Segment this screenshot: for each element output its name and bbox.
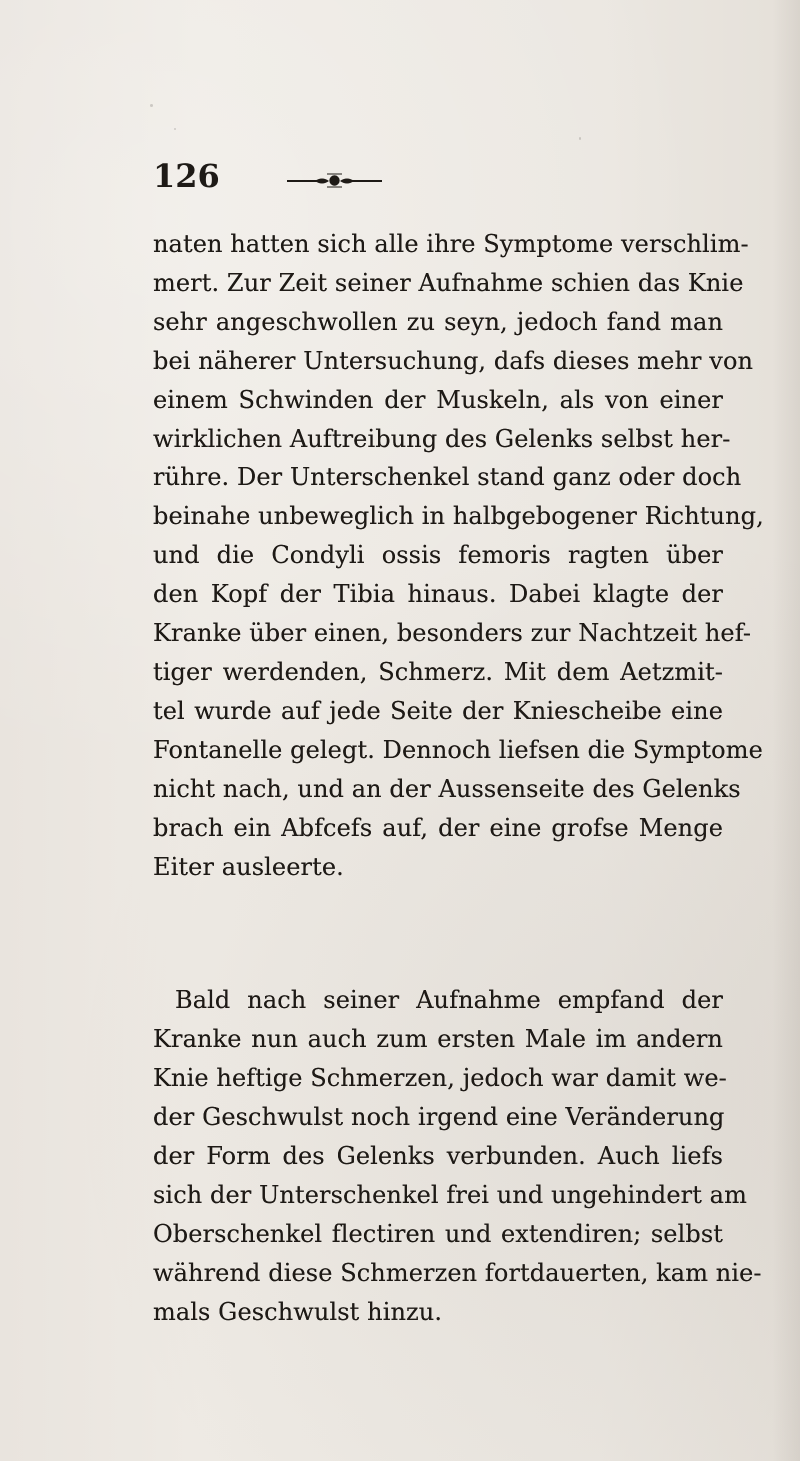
printer-ornament-icon (287, 171, 382, 189)
text-line: Oberschenkel flectiren und extendiren; selbst (153, 1219, 723, 1248)
text-line: tel wurde auf jede Seite der Kniescheibe eine (153, 696, 723, 725)
paragraph-first (153, 225, 764, 886)
text-line: der Geschwulst noch irgend eine Veränderung (153, 1103, 725, 1132)
text-line: während diese Schmerzen fortdauerten, kam nie- (153, 1258, 762, 1287)
text-line: sehr angeschwollen zu seyn, jedoch fand man (153, 307, 723, 336)
paper-speck (150, 104, 153, 107)
paragraph-gap (153, 886, 723, 981)
page-edge-shadow (772, 0, 800, 1461)
text-line: nicht nach, und an der Aussenseite des Gelenks (153, 774, 741, 803)
text-line: sich der Unterschenkel frei und ungehindert am (153, 1180, 747, 1209)
text-line: Eiter ausleerte. (153, 852, 344, 881)
text-line: einem Schwinden der Muskeln, als von einer (153, 385, 723, 414)
text-line: Kranke nun auch zum ersten Male im andern (153, 1025, 723, 1054)
text-line: wirklichen Auftreibung des Gelenks selbst her- (153, 424, 731, 453)
text-line: den Kopf der Tibia hinaus. Dabei klagte der (153, 580, 723, 609)
text-line: beinahe unbeweglich in halbgebogener Richtung, (153, 502, 764, 531)
text-line: mals Geschwulst hinzu. (153, 1297, 443, 1326)
text-line: mert. Zur Zeit seiner Aufnahme schien das Knie (153, 268, 744, 297)
text-line: naten hatten sich alle ihre Symptome verschlim- (153, 230, 749, 258)
text-line: bei näherer Untersuchung, dafs dieses mehr von (153, 346, 754, 375)
main-text (153, 225, 764, 1332)
text-line: tiger werdenden, Schmerz. Mit dem Aetzmit- (153, 657, 723, 686)
paper-speck (579, 137, 581, 140)
paragraph-second (153, 981, 762, 1331)
text-line: Bald nach seiner Aufnahme empfand der (175, 986, 723, 1015)
text-line: Kranke über einen, besonders zur Nachtzeit hef- (153, 619, 752, 648)
text-line: der Form des Gelenks verbunden. Auch liefs (153, 1142, 723, 1171)
text-line: rühre. Der Unterschenkel stand ganz oder doch (153, 463, 742, 492)
text-line: und die Condyli ossis femoris ragten über (153, 541, 723, 570)
text-line: Fontanelle gelegt. Dennoch liefsen die Symptome (153, 735, 763, 764)
text-line: Knie heftige Schmerzen, jedoch war damit we- (153, 1064, 727, 1093)
text-line: brach ein Abfcefs auf, der eine grofse Menge (153, 813, 723, 842)
paper-speck (174, 128, 176, 130)
page-number: 126 (153, 157, 220, 195)
